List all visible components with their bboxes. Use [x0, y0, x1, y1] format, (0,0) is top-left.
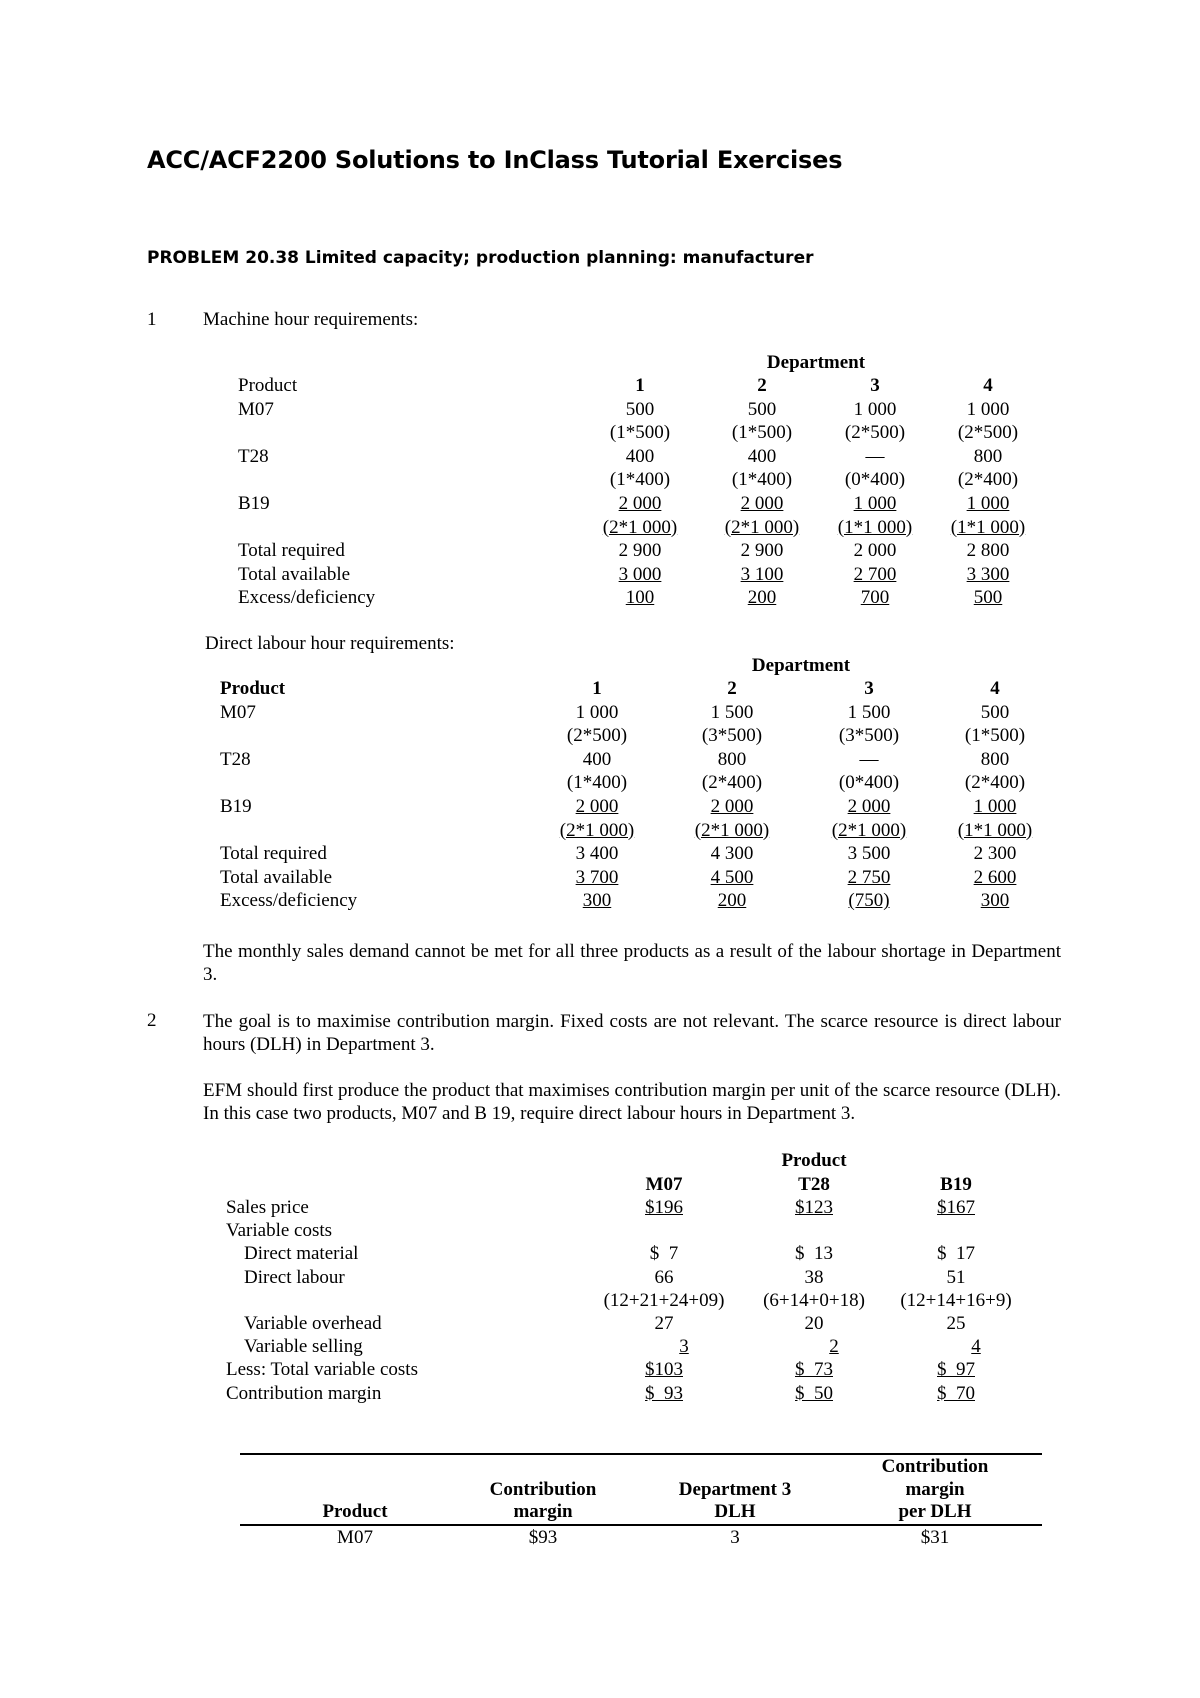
product-column-header: Product — [220, 678, 286, 699]
hours-calculation: (1*400) — [731, 469, 793, 491]
table-row-dlh: 3 — [730, 1527, 740, 1548]
part-number-1: 1 — [147, 309, 157, 330]
goal-paragraph: The goal is to maximise contribution margin. Fixed costs are not relevant. The scarce resource is direct labour hours (DLH) in Department 3. — [203, 1011, 1061, 1055]
total-value: 2 800 — [966, 540, 1010, 562]
hours-value: 1 500 — [710, 701, 754, 723]
hours-calculation: (2*400) — [964, 772, 1026, 794]
hours-calculation: (2*500) — [957, 422, 1019, 444]
total-value: 3 100 — [740, 563, 784, 585]
hours-value: 2 000 — [847, 796, 891, 817]
product-label: M07 — [220, 701, 256, 723]
variable-overhead-value: 20 — [804, 1313, 824, 1334]
total-value: 100 — [625, 587, 655, 609]
labour-shortage-conclusion: The monthly sales demand cannot be met for all three products as a result of the labour shortage in Department 3. — [203, 941, 1061, 985]
table-header-rule — [240, 1524, 1042, 1526]
department-group-header: Department — [766, 352, 866, 373]
variable-selling-label: Variable selling — [244, 1336, 363, 1358]
total-value: 3 300 — [966, 563, 1010, 585]
total-variable-costs-label: Less: Total variable costs — [226, 1359, 418, 1381]
hours-value: 400 — [747, 445, 777, 467]
variable-overhead-value: 27 — [654, 1313, 674, 1334]
total-value: 3 500 — [847, 843, 891, 865]
product-label: M07 — [238, 398, 274, 420]
direct-labour-calculation: (6+14+0+18) — [763, 1289, 865, 1311]
contribution-margin-value: $ 50 — [795, 1382, 833, 1404]
hours-value: 1 000 — [853, 398, 897, 420]
hours-value: 500 — [747, 398, 777, 420]
department-1-header: 1 — [592, 678, 602, 699]
department-2-header: 2 — [727, 678, 737, 699]
labour-hours-heading: Direct labour hour requirements: — [205, 633, 455, 654]
total-value: 300 — [582, 890, 612, 912]
product-column-header: Product — [238, 375, 298, 396]
hours-value: 400 — [625, 445, 655, 467]
department-2-header: 2 — [757, 375, 767, 396]
hours-value: 400 — [582, 748, 612, 770]
total-value: 2 000 — [853, 540, 897, 562]
hours-value: 1 000 — [575, 701, 619, 723]
part-number-2: 2 — [147, 1010, 157, 1031]
hours-calculation: (2*400) — [701, 772, 763, 794]
direct-labour-calculation: (12+14+16+9) — [900, 1289, 1012, 1311]
total-value: 2 300 — [973, 843, 1017, 865]
total-variable-costs-value: $ 73 — [795, 1359, 833, 1381]
direct-labour-calculation: (12+21+24+09) — [603, 1289, 725, 1311]
contribution-margin-header: Contribution — [489, 1478, 597, 1500]
total-value: 2 750 — [847, 866, 891, 888]
hours-value: 2 000 — [618, 493, 662, 514]
department-1-header: 1 — [635, 375, 645, 396]
total-value: 2 900 — [618, 540, 662, 562]
contribution-margin-value: $ 93 — [645, 1382, 683, 1404]
product-label: B19 — [238, 493, 270, 514]
hours-calculation: (2*400) — [957, 469, 1019, 491]
hours-value: 1 000 — [853, 493, 897, 514]
product-column-header: M07 — [645, 1174, 683, 1195]
hours-calculation: (1*1 000) — [837, 516, 913, 538]
direct-material-label: Direct material — [244, 1243, 359, 1265]
hours-value: 1 500 — [847, 701, 891, 723]
variable-overhead-label: Variable overhead — [244, 1313, 382, 1334]
department-group-header: Department — [751, 655, 851, 676]
table-row-product: M07 — [337, 1527, 373, 1548]
hours-value: 500 — [625, 398, 655, 420]
total-value: 4 300 — [710, 843, 754, 865]
hours-calculation: (0*400) — [844, 469, 906, 491]
department-3-header: 3 — [864, 678, 874, 699]
hours-calculation: (2*1 000) — [694, 819, 770, 841]
total-value: 3 400 — [575, 843, 619, 865]
total-value: 2 600 — [973, 866, 1017, 888]
total-value: (750) — [848, 890, 890, 912]
hours-value: 800 — [980, 748, 1010, 770]
machine-hours-heading: Machine hour requirements: — [203, 309, 419, 330]
hours-value: 500 — [980, 701, 1010, 723]
hours-value: 1 000 — [966, 493, 1010, 514]
total-label: Excess/deficiency — [220, 890, 358, 912]
hours-value: 1 000 — [973, 796, 1017, 817]
hours-calculation: (3*500) — [701, 725, 763, 747]
total-label: Total available — [220, 866, 333, 888]
product-label: B19 — [220, 796, 252, 817]
total-value: 2 700 — [853, 563, 897, 585]
hours-value: — — [865, 445, 885, 467]
table-row-cm-per-dlh: $31 — [920, 1527, 950, 1548]
product-label: T28 — [220, 748, 251, 770]
variable-selling-value: 2 — [829, 1336, 839, 1358]
total-value: 200 — [717, 890, 747, 912]
hours-calculation: (0*400) — [838, 772, 900, 794]
department-4-header: 4 — [983, 375, 993, 396]
total-value: 2 900 — [740, 540, 784, 562]
hours-calculation: (2*500) — [566, 725, 628, 747]
hours-value: 2 000 — [710, 796, 754, 817]
table-top-rule — [240, 1453, 1042, 1455]
variable-overhead-value: 25 — [946, 1313, 966, 1334]
department-3-dlh-header: DLH — [714, 1501, 756, 1522]
total-value: 4 500 — [710, 866, 754, 888]
table-row-cm: $93 — [528, 1527, 558, 1548]
hours-value: 1 000 — [966, 398, 1010, 420]
hours-calculation: (1*400) — [609, 469, 671, 491]
product-label: T28 — [238, 445, 269, 467]
direct-material-value: $ 7 — [649, 1243, 679, 1265]
product-header: Product — [322, 1501, 388, 1522]
variable-selling-value: 3 — [679, 1336, 689, 1358]
hours-calculation: (1*1 000) — [950, 516, 1026, 538]
direct-material-value: $ 17 — [937, 1243, 975, 1265]
hours-value: 2 000 — [575, 796, 619, 817]
total-variable-costs-value: $103 — [645, 1359, 683, 1381]
cm-per-dlh-header: per DLH — [898, 1501, 972, 1522]
hours-calculation: (2*500) — [844, 422, 906, 444]
total-value: 3 700 — [575, 866, 619, 888]
cm-per-dlh-header: Contribution — [881, 1456, 989, 1477]
product-column-header: B19 — [940, 1174, 972, 1195]
hours-calculation: (1*500) — [964, 725, 1026, 747]
variable-selling-value: 4 — [971, 1336, 981, 1358]
cm-per-dlh-header: margin — [905, 1478, 965, 1500]
direct-material-value: $ 13 — [795, 1243, 833, 1265]
contribution-margin-value: $ 70 — [937, 1382, 975, 1404]
hours-calculation: (1*500) — [731, 422, 793, 444]
direct-labour-label: Direct labour — [244, 1266, 345, 1288]
hours-calculation: (2*1 000) — [831, 819, 907, 841]
hours-calculation: (3*500) — [838, 725, 900, 747]
variable-costs-label: Variable costs — [226, 1220, 333, 1242]
total-label: Total available — [238, 563, 351, 585]
hours-calculation: (2*1 000) — [724, 516, 800, 538]
hours-calculation: (2*1 000) — [602, 516, 678, 538]
product-column-header: T28 — [798, 1174, 830, 1195]
contribution-margin-header: margin — [513, 1501, 573, 1522]
department-3-header: 3 — [870, 375, 880, 396]
direct-labour-value: 51 — [946, 1266, 966, 1288]
total-value: 300 — [980, 890, 1010, 912]
department-4-header: 4 — [990, 678, 1000, 699]
contribution-margin-label: Contribution margin — [226, 1382, 382, 1404]
document-title: ACC/ACF2200 Solutions to InClass Tutorial Exercises — [147, 146, 843, 174]
total-value: 700 — [860, 587, 890, 609]
total-label: Total required — [220, 843, 327, 865]
hours-calculation: (1*400) — [566, 772, 628, 794]
hours-calculation: (1*1 000) — [957, 819, 1033, 841]
total-value: 3 000 — [618, 563, 662, 585]
total-value: 500 — [973, 587, 1003, 609]
total-label: Total required — [238, 540, 345, 562]
direct-labour-value: 66 — [654, 1266, 674, 1288]
sales-price-value: $123 — [795, 1197, 833, 1218]
total-label: Excess/deficiency — [238, 587, 376, 609]
sales-price-label: Sales price — [226, 1197, 309, 1218]
sales-price-value: $167 — [937, 1197, 975, 1218]
hours-value: 800 — [973, 445, 1003, 467]
department-3-dlh-header: Department 3 — [678, 1478, 792, 1500]
hours-value: 800 — [717, 748, 747, 770]
total-value: 200 — [747, 587, 777, 609]
problem-heading: PROBLEM 20.38 Limited capacity; production planning: manufacturer — [147, 248, 814, 268]
hours-calculation: (1*500) — [609, 422, 671, 444]
total-variable-costs-value: $ 97 — [937, 1359, 975, 1381]
efm-paragraph: EFM should first produce the product that maximises contribution margin per unit of the scarce resource (DLH). In this case two products, M07 and B 19, require direct labour hours in Department 3. — [203, 1080, 1061, 1124]
hours-value: 2 000 — [740, 493, 784, 514]
hours-calculation: (2*1 000) — [559, 819, 635, 841]
direct-labour-value: 38 — [804, 1266, 824, 1288]
sales-price-value: $196 — [645, 1197, 683, 1218]
hours-value: — — [859, 748, 879, 770]
product-group-header: Product — [781, 1150, 847, 1171]
